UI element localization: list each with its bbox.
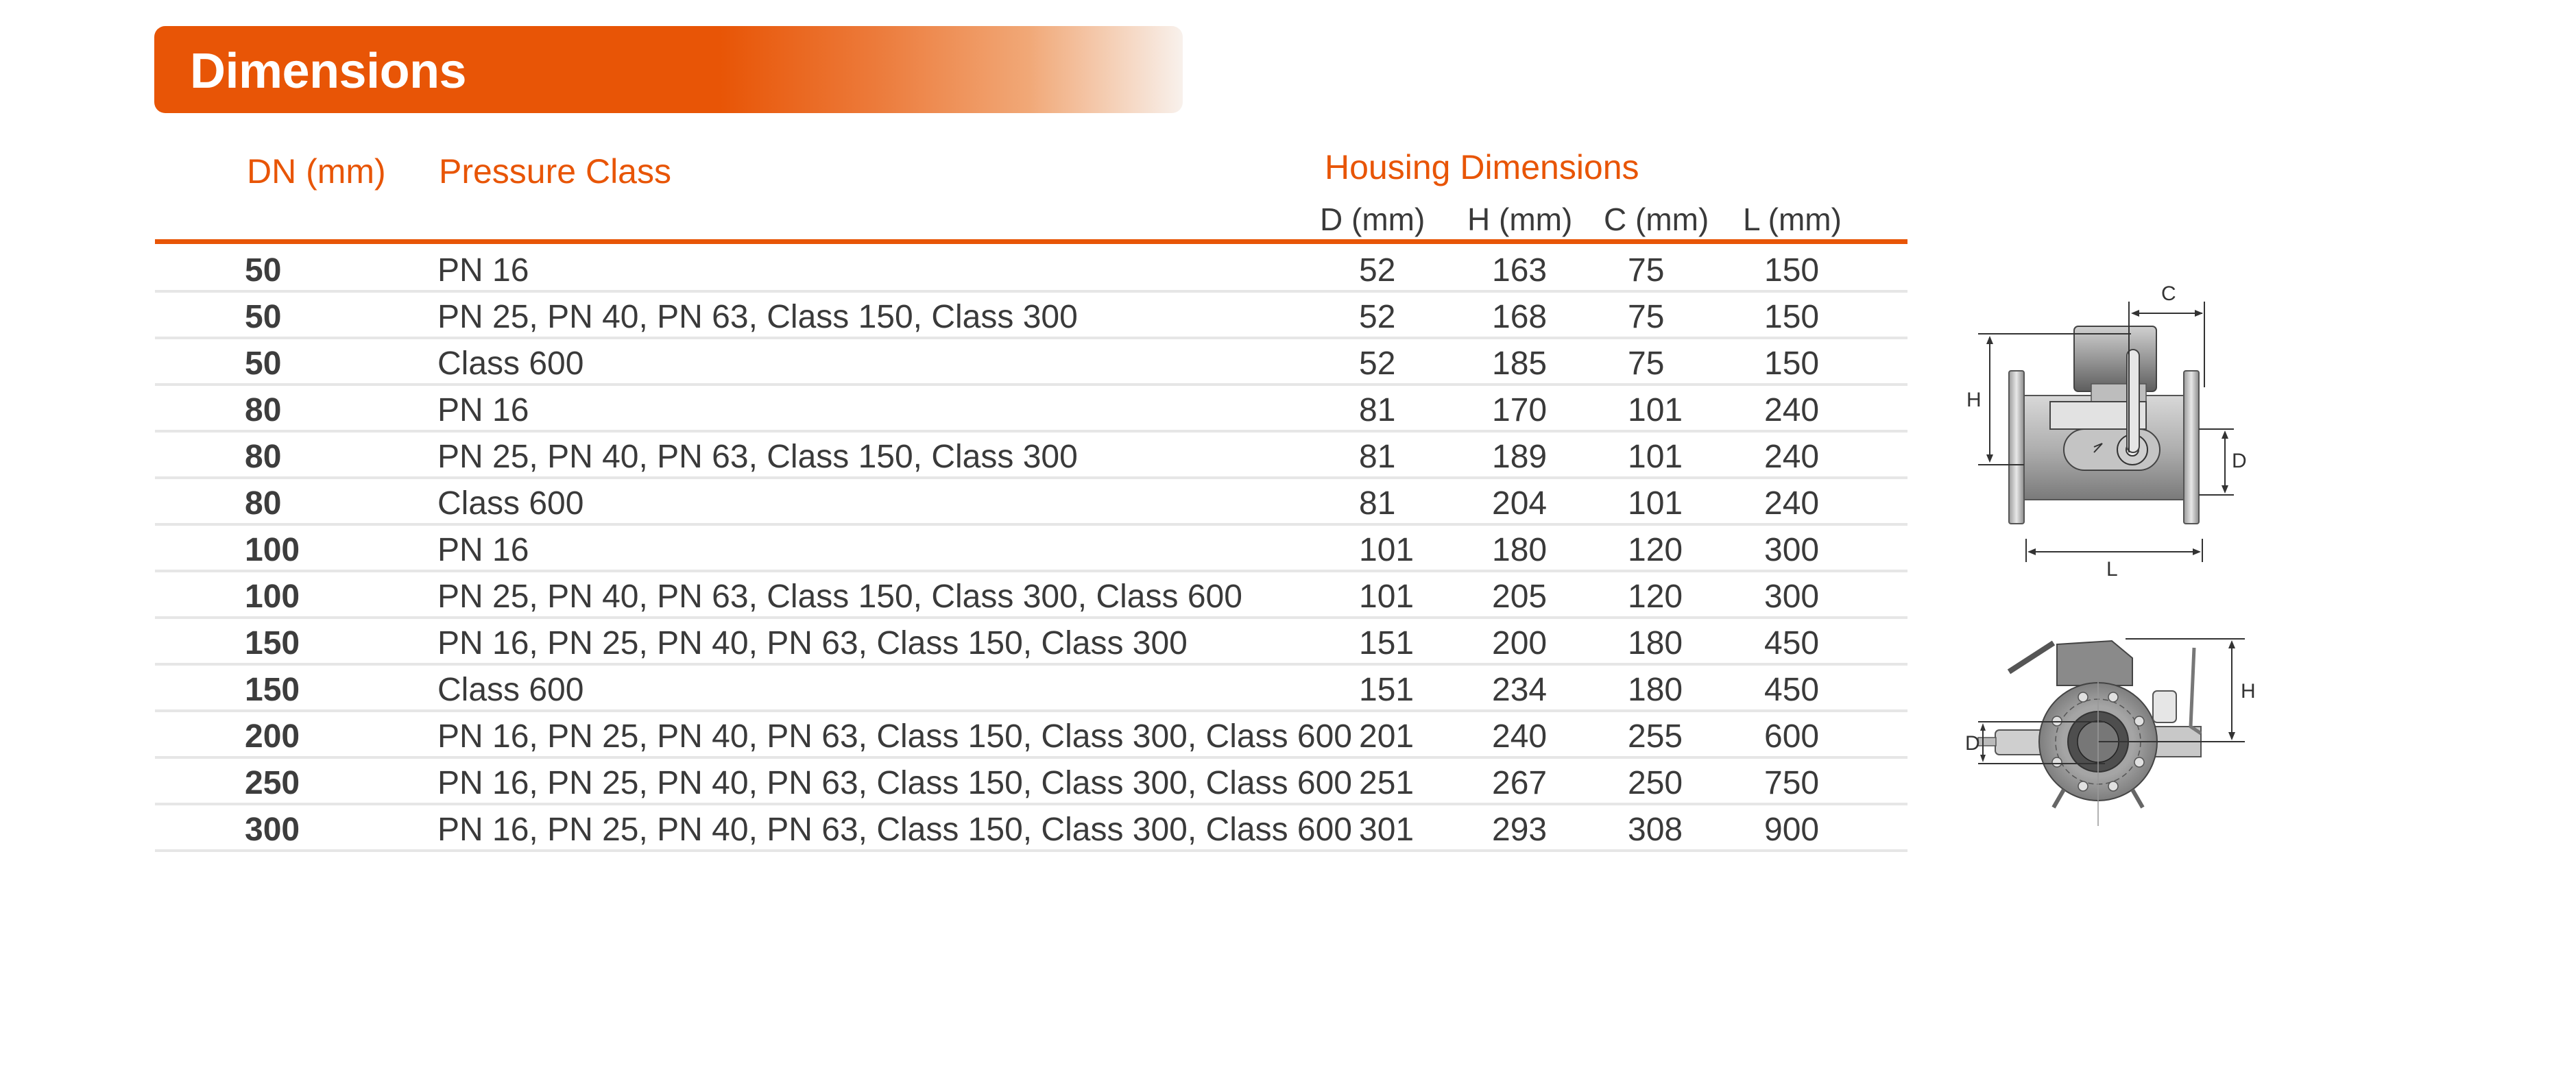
cell-l: 150 bbox=[1764, 345, 1820, 382]
cell-dn: 80 bbox=[245, 392, 282, 428]
cell-l: 600 bbox=[1764, 718, 1820, 755]
dimension-label-c: C bbox=[2161, 282, 2176, 305]
cell-l: 150 bbox=[1764, 252, 1820, 289]
table-row bbox=[155, 712, 1907, 759]
cell-dn: 80 bbox=[245, 439, 282, 475]
dimension-label-h: H bbox=[1966, 389, 1982, 411]
cell-d: 52 bbox=[1359, 299, 1396, 335]
cell-c: 101 bbox=[1628, 439, 1683, 475]
cell-pressure-class: PN 16 bbox=[437, 532, 529, 568]
cell-l: 300 bbox=[1764, 579, 1820, 615]
table-row bbox=[155, 386, 1907, 433]
header-dn: DN (mm) bbox=[247, 152, 386, 191]
table-row bbox=[155, 759, 1907, 805]
cell-c: 308 bbox=[1628, 812, 1683, 848]
cell-pressure-class: PN 16, PN 25, PN 40, PN 63, Class 150, Class 300, Class 600 bbox=[437, 765, 1352, 801]
header-housing-dimensions: Housing Dimensions bbox=[1325, 148, 1639, 186]
cell-d: 52 bbox=[1359, 252, 1396, 289]
cell-pressure-class: PN 16 bbox=[437, 252, 529, 289]
table-row bbox=[155, 479, 1907, 526]
cell-d: 201 bbox=[1359, 718, 1415, 755]
header-rule bbox=[155, 239, 1907, 244]
dimension-label-d: D bbox=[2232, 450, 2247, 472]
table-row bbox=[155, 572, 1907, 619]
cell-h: 180 bbox=[1492, 532, 1548, 568]
cell-h: 168 bbox=[1492, 299, 1548, 335]
cell-dn: 300 bbox=[245, 812, 300, 848]
cell-c: 75 bbox=[1628, 299, 1665, 335]
cell-l: 240 bbox=[1764, 392, 1820, 428]
cell-c: 250 bbox=[1628, 765, 1683, 801]
header-d: D (mm) bbox=[1320, 202, 1425, 237]
header-l: L (mm) bbox=[1743, 202, 1842, 237]
cell-c: 101 bbox=[1628, 485, 1683, 522]
header-c: C (mm) bbox=[1604, 202, 1709, 237]
cell-pressure-class: PN 25, PN 40, PN 63, Class 150, Class 300, Class 600 bbox=[437, 579, 1242, 615]
cell-pressure-class: PN 25, PN 40, PN 63, Class 150, Class 300 bbox=[437, 299, 1078, 335]
cell-d: 101 bbox=[1359, 532, 1415, 568]
cell-l: 150 bbox=[1764, 299, 1820, 335]
cell-c: 180 bbox=[1628, 625, 1683, 661]
cell-h: 163 bbox=[1492, 252, 1548, 289]
cell-d: 151 bbox=[1359, 625, 1415, 661]
section-title: Dimensions bbox=[190, 44, 467, 99]
cell-h: 205 bbox=[1492, 579, 1548, 615]
section-banner bbox=[154, 26, 1183, 113]
cell-l: 300 bbox=[1764, 532, 1820, 568]
cell-pressure-class: PN 25, PN 40, PN 63, Class 150, Class 300 bbox=[437, 439, 1078, 475]
cell-h: 267 bbox=[1492, 765, 1548, 801]
header-h: H (mm) bbox=[1467, 202, 1573, 237]
dimension-label-d: D bbox=[1965, 732, 1980, 755]
cell-pressure-class: PN 16, PN 25, PN 40, PN 63, Class 150, Class 300 bbox=[437, 625, 1188, 661]
cell-c: 75 bbox=[1628, 345, 1665, 382]
cell-h: 204 bbox=[1492, 485, 1548, 522]
cell-h: 200 bbox=[1492, 625, 1548, 661]
table-row bbox=[155, 666, 1907, 712]
cell-dn: 50 bbox=[245, 345, 282, 382]
cell-dn: 80 bbox=[245, 485, 282, 522]
cell-dn: 150 bbox=[245, 672, 300, 708]
cell-l: 240 bbox=[1764, 439, 1820, 475]
cell-c: 120 bbox=[1628, 579, 1683, 615]
cell-dn: 50 bbox=[245, 299, 282, 335]
meter-side-view-diagram bbox=[1947, 274, 2263, 576]
cell-l: 450 bbox=[1764, 672, 1820, 708]
cell-pressure-class: Class 600 bbox=[437, 345, 584, 382]
table-row bbox=[155, 619, 1907, 666]
cell-dn: 200 bbox=[245, 718, 300, 755]
cell-d: 81 bbox=[1359, 392, 1396, 428]
meter-front-view-diagram bbox=[1947, 617, 2263, 836]
dimension-label-l: L bbox=[2106, 558, 2118, 576]
cell-pressure-class: PN 16, PN 25, PN 40, PN 63, Class 150, Class 300, Class 600 bbox=[437, 718, 1352, 755]
dimension-label-h: H bbox=[2241, 680, 2256, 703]
header-pressure-class: Pressure Class bbox=[439, 152, 671, 191]
table-row bbox=[155, 805, 1907, 852]
cell-l: 450 bbox=[1764, 625, 1820, 661]
cell-d: 301 bbox=[1359, 812, 1415, 848]
table-row bbox=[155, 246, 1907, 293]
cell-h: 170 bbox=[1492, 392, 1548, 428]
cell-c: 75 bbox=[1628, 252, 1665, 289]
cell-pressure-class: PN 16 bbox=[437, 392, 529, 428]
cell-l: 240 bbox=[1764, 485, 1820, 522]
cell-d: 101 bbox=[1359, 579, 1415, 615]
cell-d: 81 bbox=[1359, 485, 1396, 522]
cell-dn: 250 bbox=[245, 765, 300, 801]
cell-l: 900 bbox=[1764, 812, 1820, 848]
table-row bbox=[155, 526, 1907, 572]
cell-dn: 100 bbox=[245, 532, 300, 568]
cell-dn: 100 bbox=[245, 579, 300, 615]
cell-dn: 50 bbox=[245, 252, 282, 289]
cell-d: 81 bbox=[1359, 439, 1396, 475]
cell-d: 52 bbox=[1359, 345, 1396, 382]
cell-h: 293 bbox=[1492, 812, 1548, 848]
cell-h: 240 bbox=[1492, 718, 1548, 755]
cell-pressure-class: Class 600 bbox=[437, 485, 584, 522]
cell-l: 750 bbox=[1764, 765, 1820, 801]
cell-dn: 150 bbox=[245, 625, 300, 661]
table-row bbox=[155, 339, 1907, 386]
cell-d: 151 bbox=[1359, 672, 1415, 708]
cell-c: 255 bbox=[1628, 718, 1683, 755]
cell-c: 120 bbox=[1628, 532, 1683, 568]
cell-d: 251 bbox=[1359, 765, 1415, 801]
cell-pressure-class: PN 16, PN 25, PN 40, PN 63, Class 150, Class 300, Class 600 bbox=[437, 812, 1352, 848]
cell-h: 185 bbox=[1492, 345, 1548, 382]
table-row bbox=[155, 433, 1907, 479]
cell-c: 101 bbox=[1628, 392, 1683, 428]
cell-h: 234 bbox=[1492, 672, 1548, 708]
table-row bbox=[155, 293, 1907, 339]
cell-pressure-class: Class 600 bbox=[437, 672, 584, 708]
cell-c: 180 bbox=[1628, 672, 1683, 708]
row-separator bbox=[155, 849, 1907, 852]
cell-h: 189 bbox=[1492, 439, 1548, 475]
